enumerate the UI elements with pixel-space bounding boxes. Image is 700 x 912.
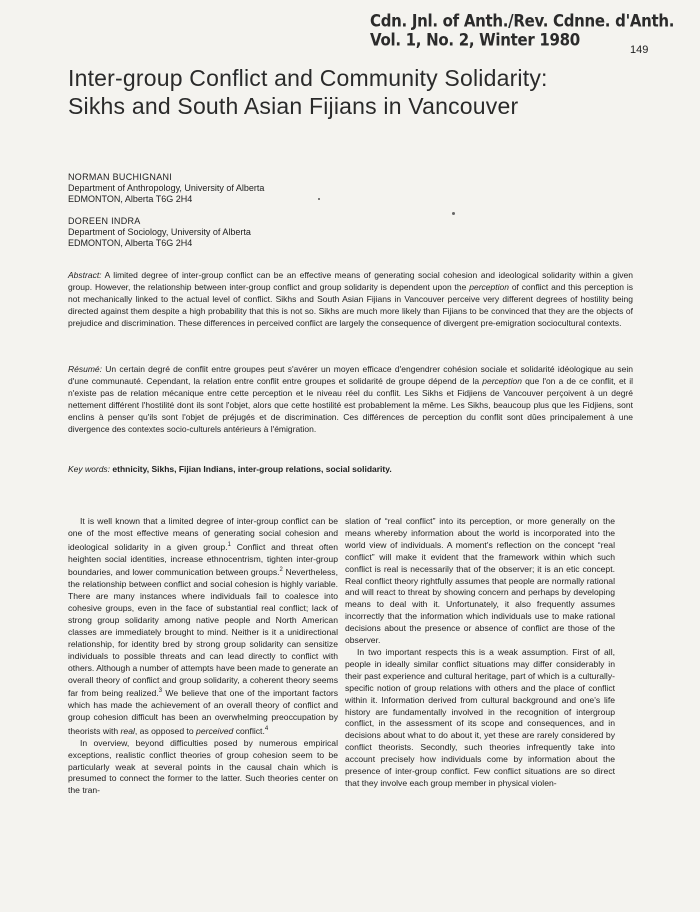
- author-department: Department of Sociology, University of Alberta: [68, 227, 251, 237]
- resume-text: que l'on a de ce conflit, et il n'existe pas de relation mécanique entre cette perception et le niveau réel du conflit. Les Sikhs et Fidjiens de Vancouver perçoivent à un degré nettement différent l'hostilité dont ils sont l'objet, alors que cette hostilité est probablement la même. Les Sikhs, beaucoup plus que les Fidjiens, sont enclins à penser qu'ils sont l'objet de préjugés et de discrimination. Ces différences de perception du conflit sont dûes principalement à une divergence des contextes socio-culturels antérieurs à l'émigration.: [68, 375, 633, 434]
- page-number: 149: [630, 44, 649, 56]
- body-column-left: [68, 516, 338, 797]
- body-paragraph: In overview, beyond difficulties posed by numerous empirical exceptions, realistic conflict theories of group cohesion seem to be particularly weak at several points in the causal chain which is presumed to connect the former to the latter. Such theories center on the tran-: [68, 737, 338, 796]
- title-line-1: Inter-group Conflict and Community Solidarity:: [68, 65, 548, 91]
- abstract-text: of conflict and this perception is not mechanically linked to the actual level of conflict. Sikhs and South Asian Fijians in Vancouver perceive very different degrees of hostility being directed against them despite a high probability that this is not so. Sikhs are much more likely than Fijians to be convinced that they are the objects of prejudice and discrimination. These differences in perceived conflict are largely the consequence of divergent pre-emigration sociocultural contexts.: [68, 281, 633, 328]
- paragraph-text: It is well known that a limited degree of inter-group conflict can be one of the most effective means of generating social cohesion and ideological solidarity in a given group.: [68, 516, 338, 552]
- resume-text: Un certain degré de conflit entre groupes peut s'avérer un moyen efficace d'engendrer cohésion sociale et solidarité idéologique au sein d'une communauté. Cependant, la relation entre conflit entre groupes et solidarité de groupe dépend de la: [68, 364, 633, 386]
- footnote-ref: 2: [279, 567, 283, 574]
- body-paragraph: [68, 516, 338, 738]
- keywords: [68, 463, 633, 475]
- footnote-ref: 1: [227, 541, 231, 548]
- article-title: [68, 64, 648, 120]
- paragraph-text: Nevertheless, the relationship between conflict and social cohesion is highly variable. There are many instances where individuals fail to coalesce into cohesive groups, even in the face of substantial real conflict; lack of strong group solidarity among native people and North American classes are immediately brought to mind. Neither is it a unidirectional relationship, for identity bred by strong group solidarity can sensitize individuals to possible threats and can lead directly to conflict with others. Although a number of attempts have been made to generate an overall theory of conflict and group solidarity, a coherent theory seems far from being realized.: [68, 567, 338, 699]
- resume-label: Résumé:: [68, 364, 103, 374]
- abstract-french: [68, 364, 633, 435]
- keywords-text: ethnicity, Sikhs, Fijian Indians, inter-group relations, social solidarity.: [110, 464, 392, 474]
- author-block: [68, 172, 468, 205]
- stamp-volume-line: Vol. 1, No. 2, Winter 1980: [370, 29, 580, 51]
- paragraph-text: conflict.: [233, 725, 265, 736]
- author-department: Department of Anthropology, University of Alberta: [68, 183, 265, 193]
- author-name: NORMAN BUCHIGNANI: [68, 172, 173, 182]
- paragraph-emphasis: perceived: [196, 725, 234, 736]
- abstract-text: A limited degree of inter-group conflict can be an effective means of generating social cohesion and ideological solidarity within a given group. However, the relationship between inter-group conflict and group solidarity is dependent upon the: [68, 270, 633, 292]
- title-line-2: Sikhs and South Asian Fijians in Vancouver: [68, 93, 519, 119]
- speck-mark: [318, 198, 320, 200]
- body-paragraph: In two important respects this is a weak assumption. First of all, people in ideally similar conflict situations may differ considerably in their past experience and cultural heritage, part of which is a culturally-specific notion of group relations with others and the place of conflict within it. Information derived from cultural background and one's life history are fundamentally involved in the recognition of intergroup conflict, in the assessment of its scope and consequences, and in decisions about what to do about it, yet these are rarely considered by conflict theorists. Secondly, such theories infrequently take into account precisely how individuals come by information about the presence of inter-group conflict. Few conflict situations are so direct that they involve each group member in physical violen-: [345, 646, 615, 788]
- author-address: EDMONTON, Alberta T6G 2H4: [68, 194, 193, 204]
- abstract-emphasis: perception: [469, 281, 509, 292]
- body-paragraph: slation of “real conflict” into its perception, or more generally on the means whereby information about the world is incorporated into the world view of individuals. A moment's reflection on the concept “real conflict” will make it evident that the framework within which such conflict is real is necessarily that of the observer; it is an etic concept. Real conflict theory rightfully assumes that people are normally rational and will react to threat by showing concern and perhaps by developing means to deal with it. Unfortunately, it also frequently assumes incorrectly that the information which individuals use to make rational decisions about the presence or absence of conflict are those of the observer.: [345, 516, 615, 646]
- resume-emphasis: perception: [482, 375, 522, 386]
- author-block: [68, 216, 468, 249]
- abstract-label: Abstract:: [68, 270, 102, 280]
- author-address: EDMONTON, Alberta T6G 2H4: [68, 238, 193, 248]
- stamp-journal-line: Cdn. Jnl. of Anth./Rev. Cdnne. d'Anth.: [370, 10, 675, 32]
- paragraph-emphasis: real: [120, 725, 135, 736]
- paragraph-text: We believe that one of the important factors which has made the achievement of an overall theory of conflict and group cohesion difficult has been an overwhelming preoccupation by theorists with: [68, 688, 339, 736]
- paragraph-text: , as opposed to: [134, 725, 197, 736]
- speck-mark: [452, 212, 455, 215]
- footnote-ref: 4: [264, 725, 269, 732]
- author-list: [68, 172, 468, 260]
- abstract-english: [68, 270, 633, 330]
- author-name: DOREEN INDRA: [68, 216, 141, 226]
- paragraph-text: Conflict and threat often heighten social identities, increase ethnocentrism, tighten inter-group boundaries, and lower communication between groups.: [68, 541, 338, 578]
- footnote-ref: 3: [158, 688, 163, 695]
- keywords-label: Key words:: [68, 464, 111, 474]
- body-column-right: [345, 516, 615, 790]
